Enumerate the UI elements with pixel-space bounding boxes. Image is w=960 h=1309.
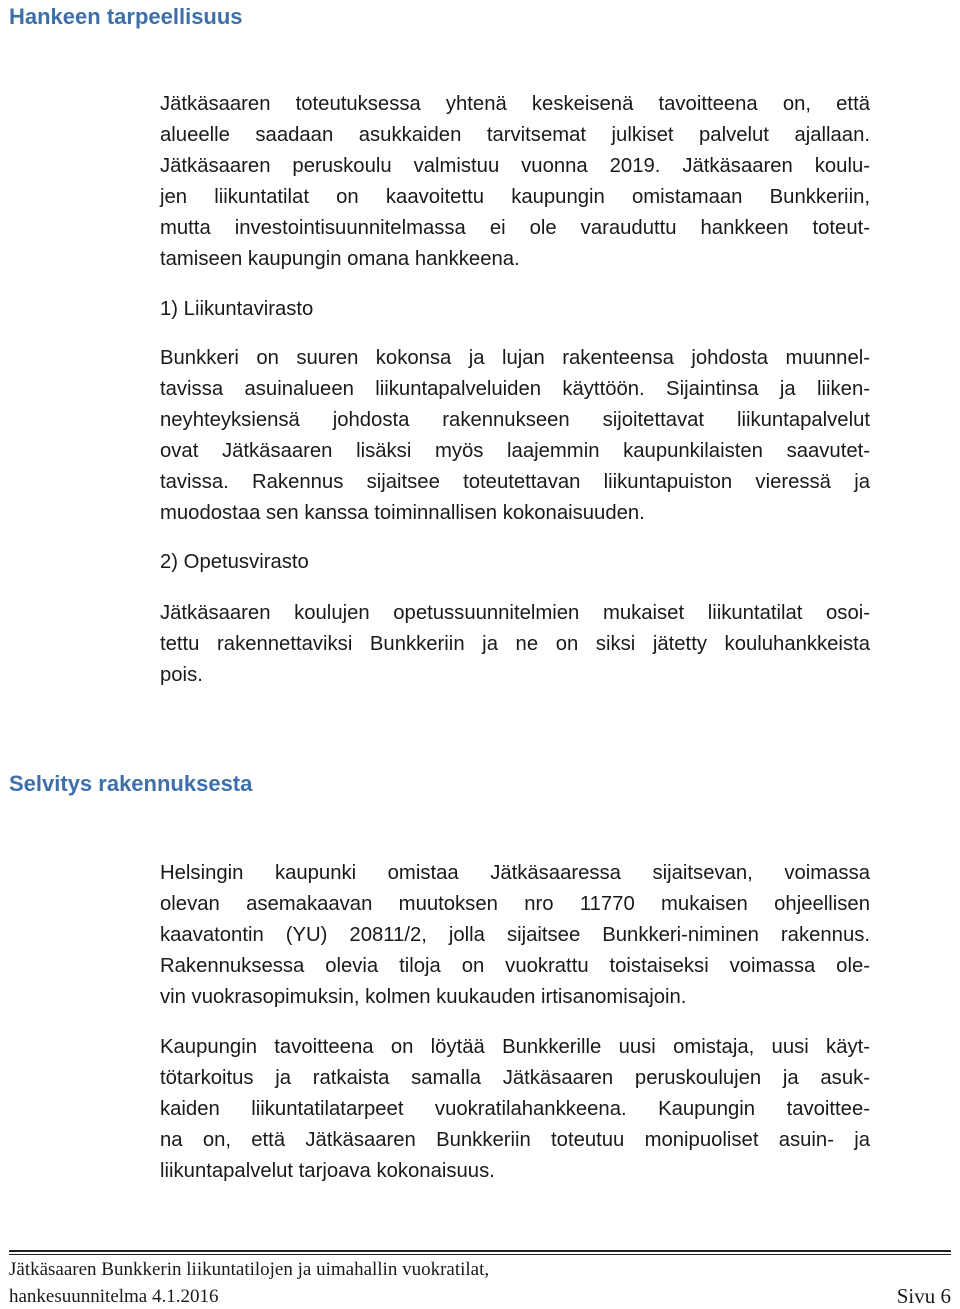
text-line: Helsingin kaupunki omistaa Jätkäsaaressa sijaitsevan, voimassa xyxy=(160,862,870,884)
text-line: olevan asemakaavan muutoksen nro 11770 mukaisen ohjeellisen xyxy=(160,893,870,915)
text-line: Kaupungin tavoitteena on löytää Bunkkerille uusi omistaja, uusi käyt- xyxy=(160,1036,870,1058)
paragraph-tavoite xyxy=(160,1032,870,1187)
text-line: tavissa. Rakennus sijaitsee toteutettavan liikuntapuiston vieressä ja xyxy=(160,471,870,493)
text-line: Jätkäsaaren peruskoulu valmistuu vuonna 2019. Jätkäsaaren koulu- xyxy=(160,155,870,177)
paragraph-liikuntavirasto xyxy=(160,343,870,529)
text-line: tötarkoitus ja ratkaista samalla Jätkäsaaren peruskoulujen ja asuk- xyxy=(160,1067,870,1089)
text-line: tettu rakennettaviksi Bunkkeriin ja ne on siksi jätetty kouluhankkeista xyxy=(160,633,870,655)
text-line: tavissa asuinalueen liikuntapalveluiden käyttöön. Sijaintinsa ja liiken- xyxy=(160,378,870,400)
footer-document-subtitle: hankesuunnitelma 4.1.2016 xyxy=(9,1286,219,1307)
footer-page-number: Sivu 6 xyxy=(896,1284,951,1308)
text-line: vin vuokrasopimuksin, kolmen kuukauden irtisanomisajoin. xyxy=(160,986,687,1008)
text-line: liikuntapalvelut tarjoava kokonaisuus. xyxy=(160,1160,495,1182)
footer-divider-thin xyxy=(9,1254,951,1255)
text-line: Jätkäsaaren toteutuksessa yhtenä keskeisenä tavoitteena on, että xyxy=(160,93,870,115)
text-line: mutta investointisuunnitelmassa ei ole varauduttu hankkeen toteut- xyxy=(160,217,870,239)
section-heading-tarpeellisuus: Hankeen tarpeellisuus xyxy=(9,4,243,29)
text-line: jen liikuntatilat on kaavoitettu kaupungin omistamaan Bunkkeriin, xyxy=(160,186,870,208)
text-line: kaiden liikuntatilatarpeet vuokratilahankkeena. Kaupungin tavoittee- xyxy=(160,1098,870,1120)
text-line: neyhteyksiensä johdosta rakennukseen sijoitettavat liikuntapalvelut xyxy=(160,409,870,431)
text-line: na on, että Jätkäsaaren Bunkkeriin toteutuu monipuoliset asuin- ja xyxy=(160,1129,870,1151)
paragraph-opetusvirasto xyxy=(160,598,870,691)
text-line: alueelle saadaan asukkaiden tarvitsemat julkiset palvelut ajallaan. xyxy=(160,124,870,146)
subheading-opetusvirasto: 2) Opetusvirasto xyxy=(160,551,309,573)
text-line: Jätkäsaaren koulujen opetussuunnitelmien mukaiset liikuntatilat osoi- xyxy=(160,602,870,624)
subheading-liikuntavirasto: 1) Liikuntavirasto xyxy=(160,298,314,320)
text-line: Bunkkeri on suuren kokonsa ja lujan rakenteensa johdosta muunnel- xyxy=(160,347,870,369)
text-line: pois. xyxy=(160,664,203,686)
paragraph-intro xyxy=(160,89,870,275)
paragraph-rakennus xyxy=(160,858,870,1013)
text-line: muodostaa sen kanssa toiminnallisen kokonaisuuden. xyxy=(160,502,645,524)
footer-divider xyxy=(9,1250,951,1252)
section-heading-selvitys: Selvitys rakennuksesta xyxy=(9,771,253,796)
footer-document-title: Jätkäsaaren Bunkkerin liikuntatilojen ja uimahallin vuokratilat, xyxy=(9,1259,490,1280)
text-line: tamiseen kaupungin omana hankkeena. xyxy=(160,248,520,270)
text-line: Rakennuksessa olevia tiloja on vuokrattu toistaiseksi voimassa ole- xyxy=(160,955,870,977)
text-line: ovat Jätkäsaaren lisäksi myös laajemmin kaupunkilaisten saavutet- xyxy=(160,440,870,462)
text-line: kaavatontin (YU) 20811/2, jolla sijaitsee Bunkkeri-niminen rakennus. xyxy=(160,924,870,946)
